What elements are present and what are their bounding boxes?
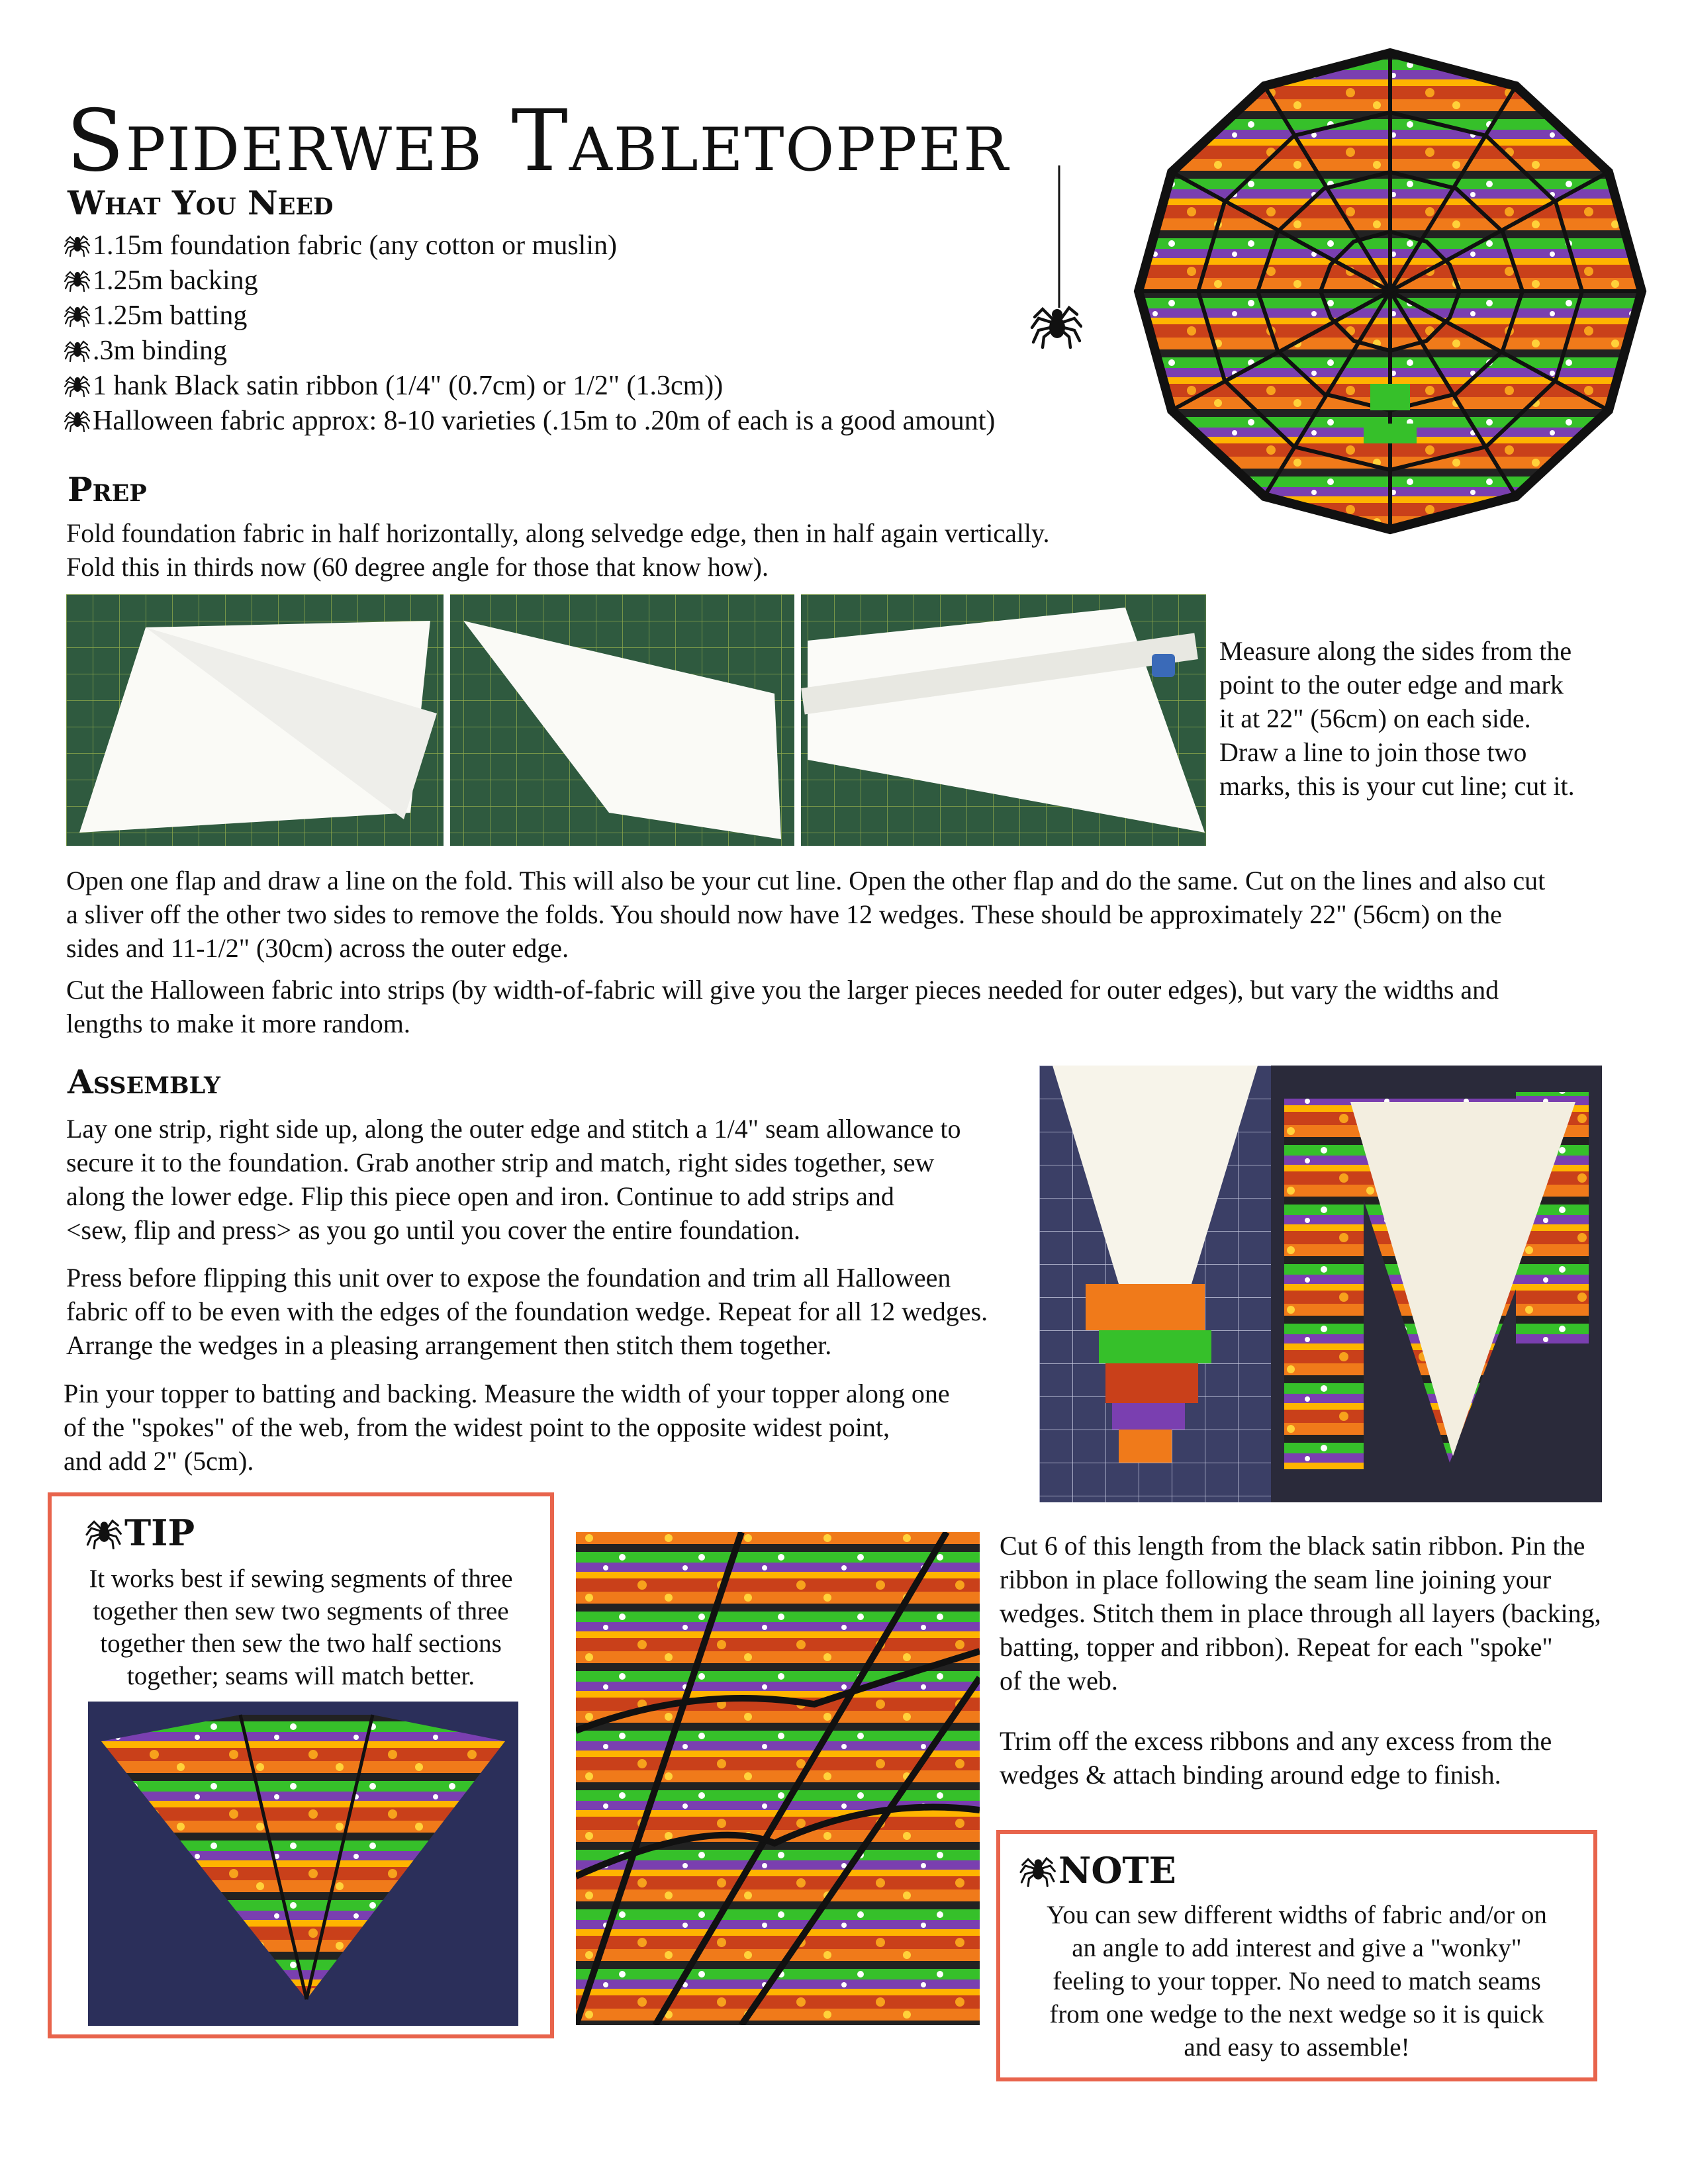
needs-list bbox=[64, 228, 995, 439]
tabletopper-photo bbox=[1125, 40, 1655, 543]
assembly-heading: Assembly bbox=[68, 1062, 220, 1101]
spider-icon bbox=[64, 303, 90, 327]
spider-icon bbox=[64, 338, 90, 362]
folding-photos bbox=[66, 594, 1206, 846]
spider-icon bbox=[85, 1516, 122, 1549]
spider-icon bbox=[64, 408, 90, 432]
note-title: NOTE bbox=[1019, 1852, 1176, 1888]
tip-wedges-photo bbox=[88, 1702, 518, 2026]
needs-item: 1.25m backing bbox=[64, 263, 995, 298]
spider-icon bbox=[64, 373, 90, 397]
prep-text: Fold foundation fabric in half horizontally, along selvedge edge, then in half again vertically. Fold this in thirds now (60 degree angle for those that know how). bbox=[66, 518, 1050, 582]
cut-strips-text: Cut the Halloween fabric into strips (by width-of-fabric will give you the larger pieces needed for outer edges), but vary the widths and lengths to make it more random. bbox=[66, 975, 1499, 1038]
assembly-text-3: Pin your topper to batting and backing. Measure the width of your topper along one of the "spokes" of the web, from the widest point to the opposite widest point, and add 2" (5cm). bbox=[64, 1379, 950, 1476]
tip-title: TIP bbox=[85, 1515, 195, 1551]
finish-text: Trim off the excess ribbons and any excess from the wedges & attach binding around edge to finish. bbox=[1000, 1726, 1552, 1790]
needs-heading: What You Need bbox=[68, 183, 334, 222]
note-box bbox=[996, 1830, 1597, 2081]
assembly-text-1: Lay one strip, right side up, along the outer edge and stitch a 1/4" seam allowance to secure it to the foundation. Grab another strip and match, right sides together, sew along the lower edge. Flip this piece open and iron. Continue to add strips and <sew, flip and press> as you go until you cover the entire foundation. bbox=[66, 1114, 961, 1245]
ribbon-web-photo bbox=[576, 1532, 980, 2025]
spider-icon bbox=[1019, 1854, 1056, 1887]
spider-icon bbox=[64, 233, 90, 257]
open-flap-text: Open one flap and draw a line on the fold. This will also be your cut line. Open the other flap and do the same. Cut on the lines and also cut a sliver off the other two sides to remove the folds. You should now have 12 wedges. These should be approximately 22" (56cm) on the sides and 11-1/2" (30cm) across the outer edge. bbox=[66, 866, 1546, 963]
spider-icon bbox=[64, 268, 90, 292]
wedge-strip-photos bbox=[1039, 1066, 1602, 1502]
needs-item: 1.15m foundation fabric (any cotton or muslin) bbox=[64, 228, 995, 263]
needs-item: 1 hank Black satin ribbon (1/4" (0.7cm) or 1/2" (1.3cm)) bbox=[64, 369, 995, 404]
measure-text: Measure along the sides from the point to the outer edge and mark it at 22" (56cm) on each side. Draw a line to join those two marks, this is your cut line; cut it. bbox=[1219, 636, 1575, 801]
needs-item: 1.25m batting bbox=[64, 298, 995, 334]
note-text: You can sew different widths of fabric and/or on an angle to add interest and give a "wonky" feeling to your topper. No need to match seams from one wedge to the next wedge so it is quick and easy to assemble! bbox=[1047, 1901, 1547, 2062]
page-title: Spiderweb Tabletopper bbox=[66, 92, 1009, 191]
needs-item: Halloween fabric approx: 8-10 varieties (.15m to .20m of each is a good amount) bbox=[64, 404, 995, 439]
hanging-spider-icon bbox=[1026, 165, 1086, 357]
tip-box bbox=[48, 1492, 554, 2038]
needs-item: .3m binding bbox=[64, 334, 995, 369]
ribbon-text: Cut 6 of this length from the black satin ribbon. Pin the ribbon in place following the seam line joining your wedges. Stitch them in place through all layers (backing, batting, topper and ribbon). Repeat for each "spoke" of the web. bbox=[1000, 1531, 1601, 1696]
prep-heading: Prep bbox=[68, 470, 147, 509]
assembly-text-2: Press before flipping this unit over to expose the foundation and trim all Halloween fabric off to be even with the edges of the foundation wedge. Repeat for all 12 wedges. Arrange the wedges in a pleasing arrangement then stitch them together. bbox=[66, 1263, 988, 1360]
tip-text: It works best if sewing segments of three together then sew two segments of three together then sew the two half sections together; seams will match better. bbox=[89, 1565, 513, 1690]
